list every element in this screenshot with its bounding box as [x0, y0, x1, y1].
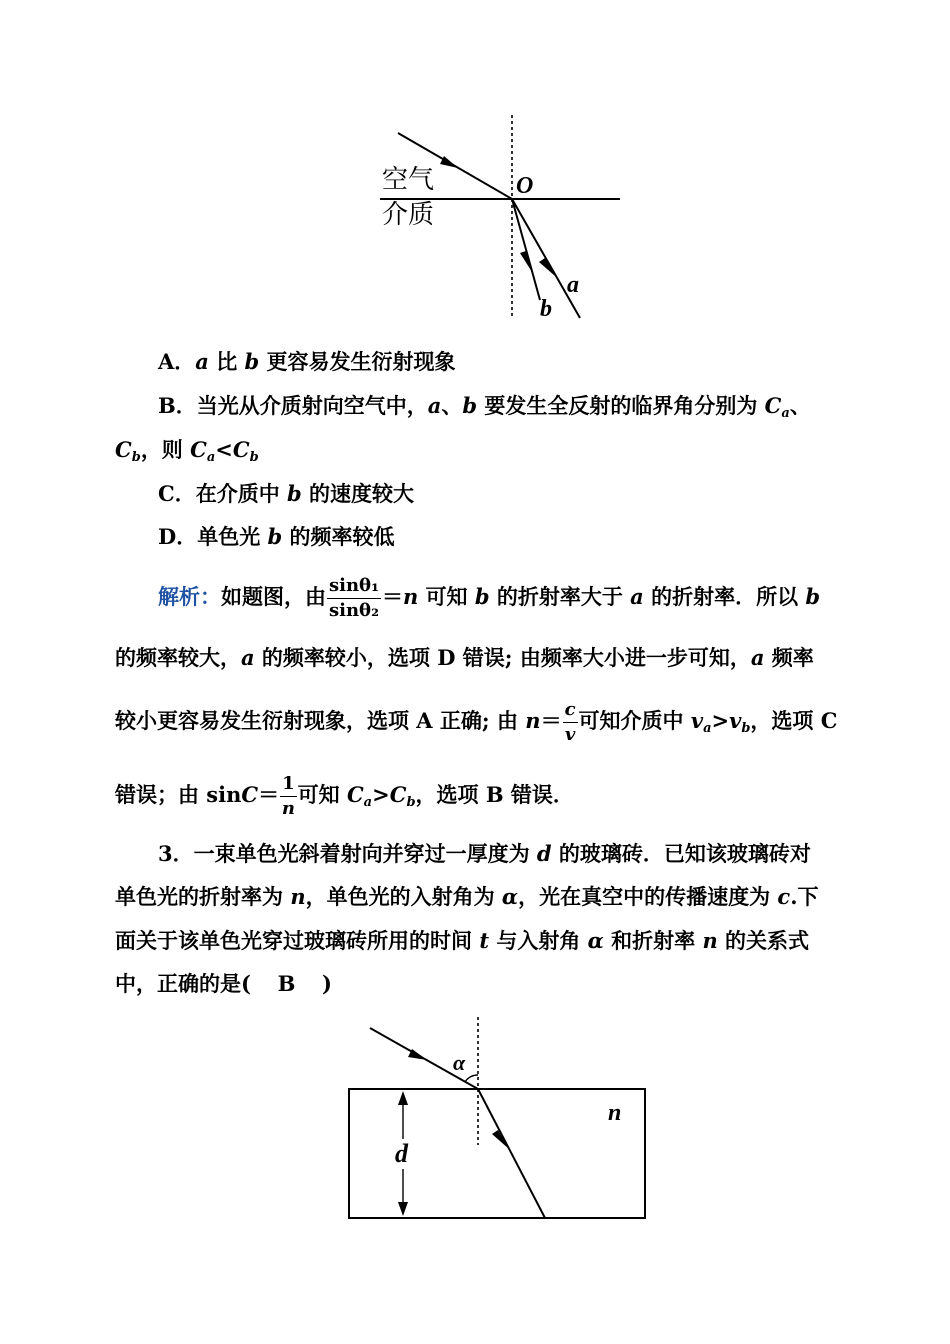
label-n: n: [608, 1100, 622, 1126]
fraction-sin: $\frac{\text{sinθ₁}}{\text{sinθ₂}}$: [329, 575, 379, 621]
label-air: 空气: [382, 165, 435, 195]
q3-line2: 单色光的折射率为 n，单色光的入射角为 α，光在真空中的传播速度为 c.下: [115, 884, 819, 909]
label-alpha: α: [453, 1050, 466, 1075]
label-medium: 介质: [382, 200, 435, 230]
ray-b: [512, 199, 540, 300]
thickness-arrow-top: [398, 1091, 408, 1105]
label-O: O: [516, 173, 534, 199]
label-a: a: [567, 272, 579, 298]
answer: B: [277, 971, 296, 996]
analysis-line3: 较小更容易发生衍射现象，选项 A 正确; 由 n＝ $\frac{c}{v}$ 可知介质中 $v_a>v_b$，选项 C: [115, 699, 838, 745]
analysis-line4: 错误；由 sinC＝ $\frac{1}{n}$ 可知 $C_a>C_b$，选项 B 错误．: [115, 773, 574, 819]
fraction-1-over-n: $\frac{1}{n}$: [281, 773, 295, 819]
option-b-line2: $C_b$，则 $C_a<C_b$: [115, 437, 259, 465]
label-d: d: [395, 1139, 408, 1168]
q3-line4: 中，正确的是( B ): [115, 971, 332, 996]
thickness-arrow-bottom: [398, 1202, 408, 1216]
glass-slab-figure: [345, 1015, 650, 1223]
fraction-c-over-v: $\frac{c}{v}$: [564, 699, 576, 745]
analysis-line2: 的频率较大，a 的频率较小，选项 D 错误; 由频率大小进一步可知，a 频率: [115, 645, 814, 670]
option-a: A．a 比 b 更容易发生衍射现象: [158, 349, 456, 374]
q3-line1: 3．一束单色光斜着射向并穿过一厚度为 d 的玻璃砖．已知该玻璃砖对: [158, 841, 811, 866]
angle-arc: [465, 1075, 478, 1082]
analysis-line1: 解析：如题图，由 $\frac{\text{sinθ₁}}{\text{sinθ₂}}$ ＝n 可知 b 的折射率大于 a 的折射率．所以 b: [158, 575, 821, 621]
option-c: C．在介质中 b 的速度较大: [158, 481, 415, 506]
label-b: b: [540, 296, 552, 322]
q3-line3: 面关于该单色光穿过玻璃砖所用的时间 t 与入射角 α 和折射率 n 的关系式: [115, 928, 810, 953]
option-b-line1: B．当光从介质射向空气中，a、b 要发生全反射的临界角分别为 $C_a$、: [158, 393, 811, 421]
refraction-figure-1: [370, 110, 640, 325]
analysis-label: 解析：: [158, 584, 221, 609]
refracted-ray: [478, 1089, 545, 1218]
option-d: D．单色光 b 的频率较低: [158, 524, 395, 549]
